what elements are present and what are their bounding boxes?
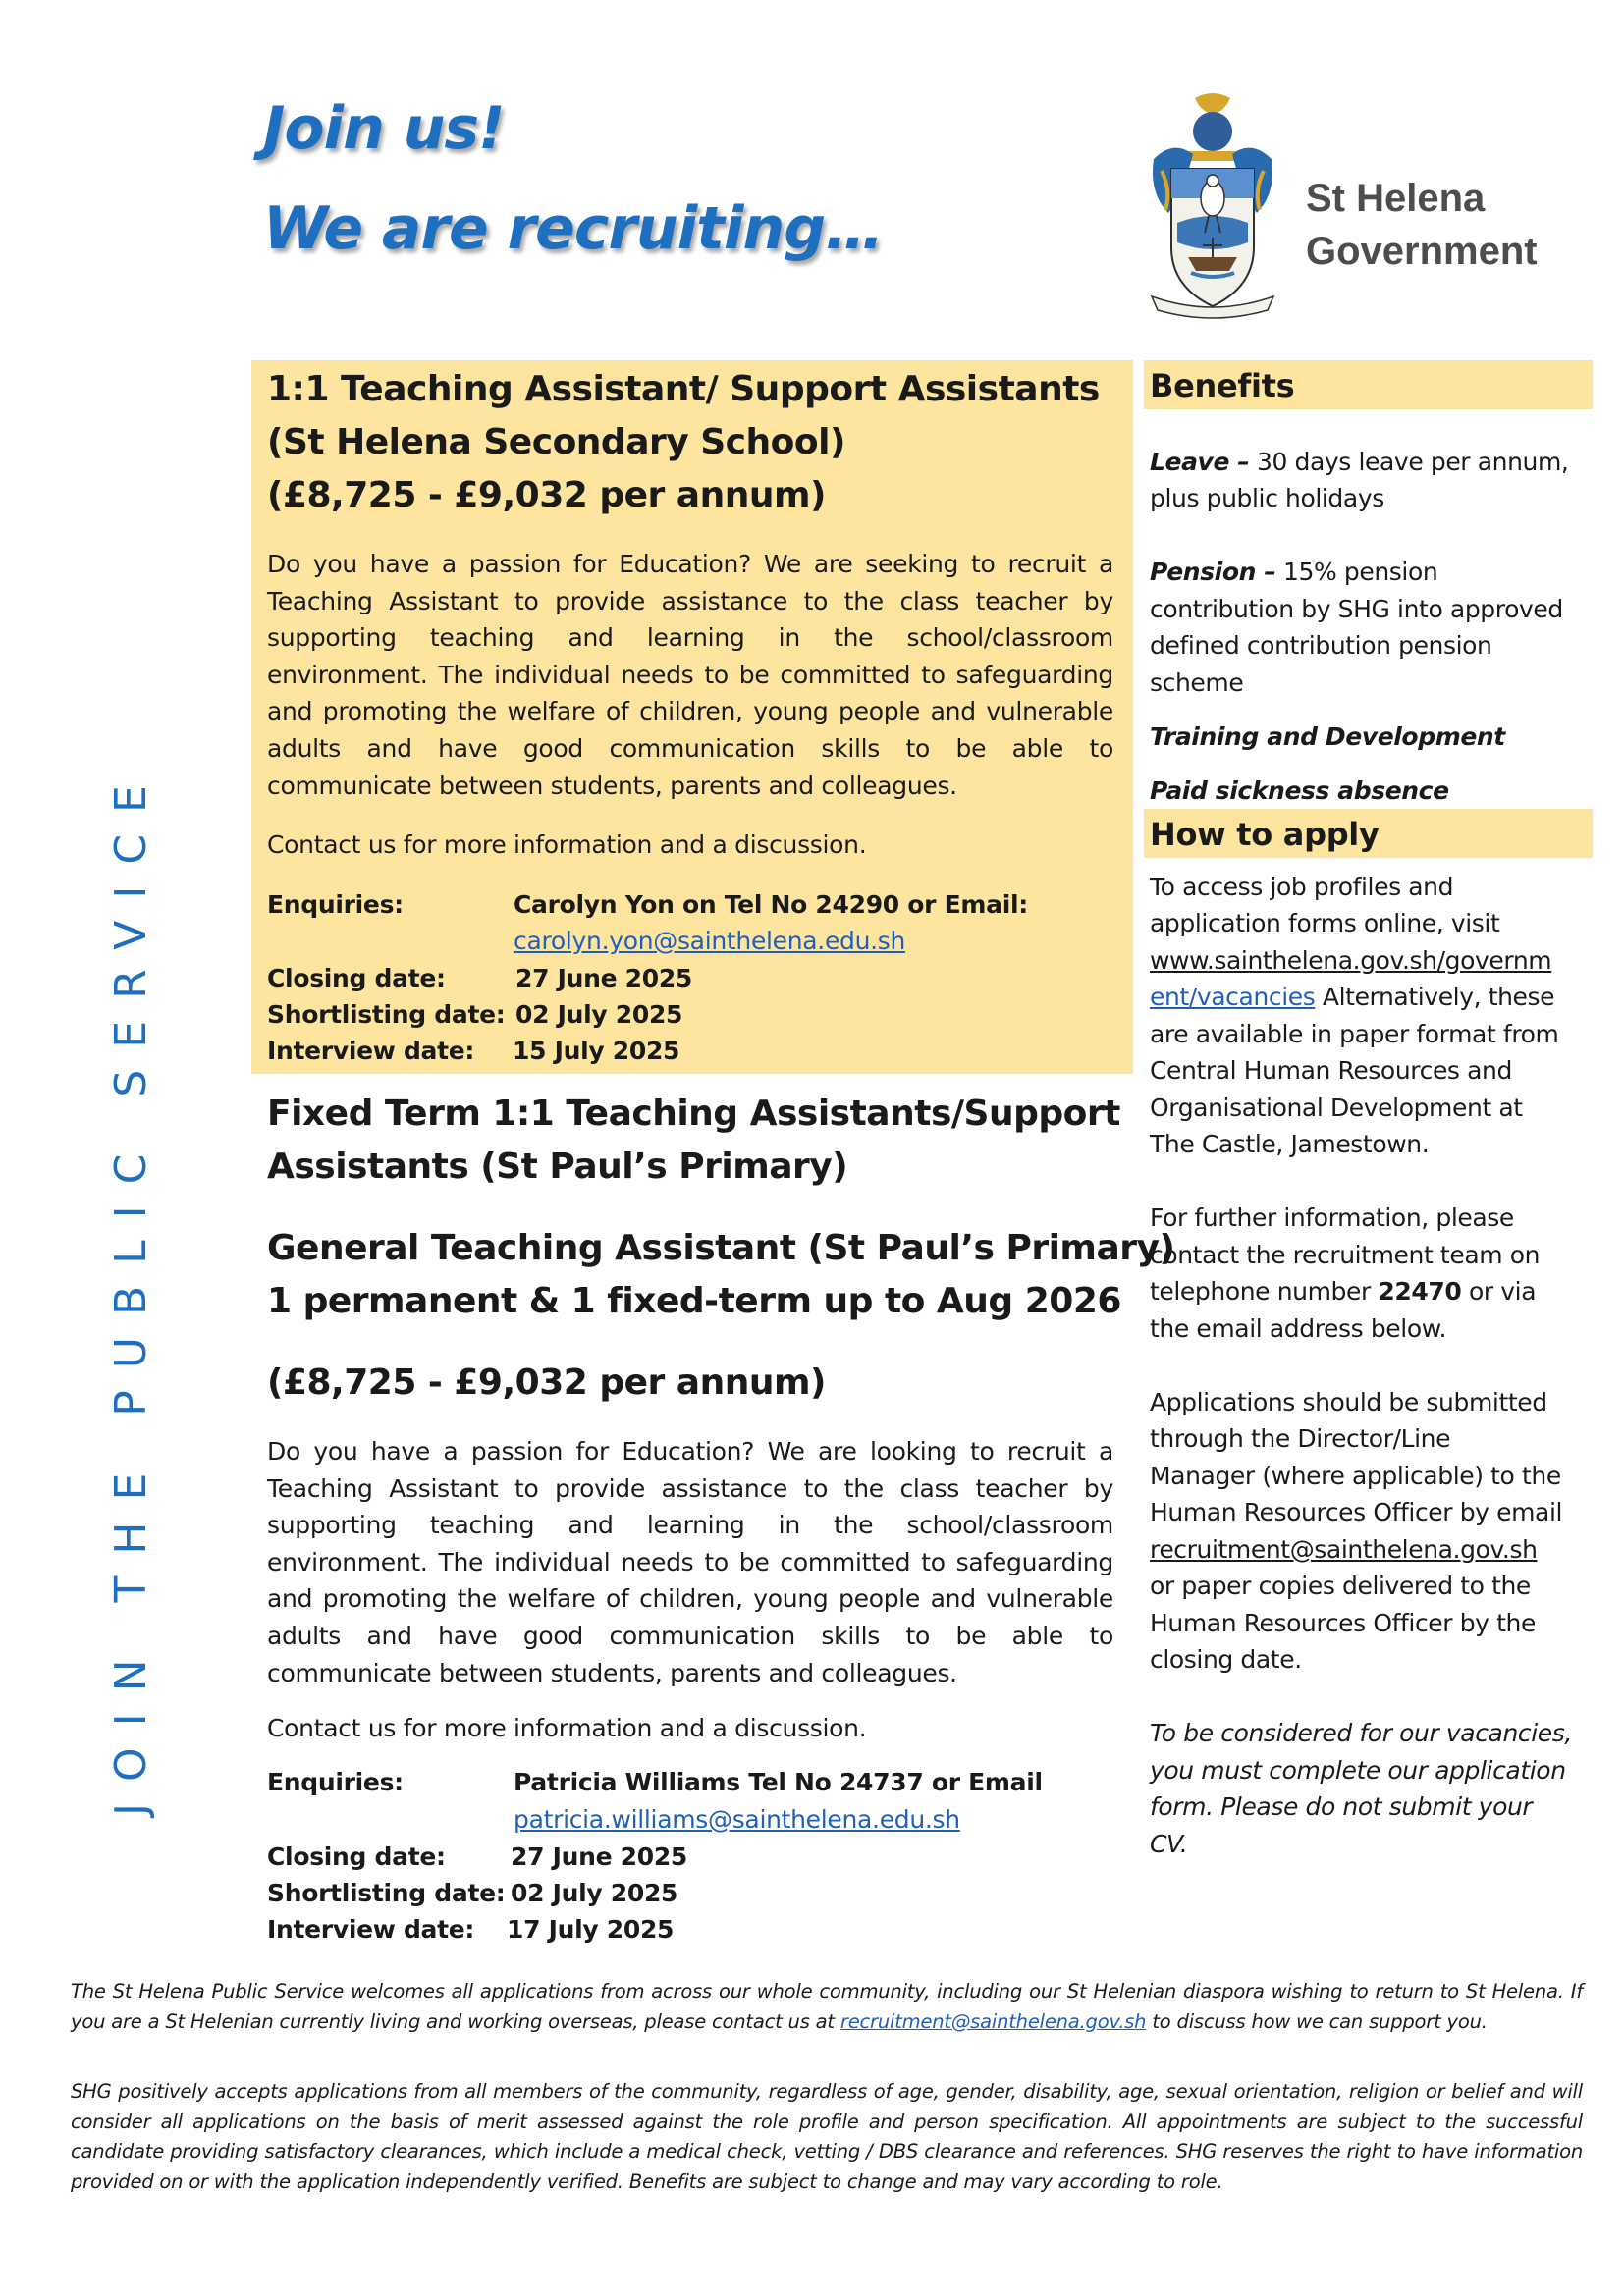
job1-closing-value: 27 June 2025 xyxy=(515,964,693,992)
apply-p1-line2: application forms online, visit xyxy=(1150,909,1500,937)
job1-description: Do you have a passion for Education? We are seeking to recruit a Teaching Assistant to provide assistance to the class teacher by supporting teaching and learning in the school/classroom environment. The individual needs to be committed to safeguarding and promoting the welfare of children, young people and vulnerable adults and have good communication skills to be able to communicate between students, parents and colleagues. xyxy=(267,550,1113,800)
job1-interview-value: 15 July 2025 xyxy=(513,1037,680,1065)
apply-p4-line1: To be considered for our vacancies, xyxy=(1150,1719,1572,1747)
apply-p1-line5: Central Human Resources and xyxy=(1150,1056,1512,1085)
job2-enquiries-value: Patricia Williams Tel No 24737 or Email xyxy=(514,1768,1043,1796)
job2-contact-line: Contact us for more information and a discussion. xyxy=(267,1714,867,1742)
job1-enquiries-value: Carolyn Yon on Tel No 24290 or Email: xyxy=(514,890,1028,919)
apply-p2-line3a: telephone number xyxy=(1150,1277,1379,1306)
benefits-pension-label: Pension – xyxy=(1150,558,1276,586)
vacancies-link-part1[interactable]: www.sainthelena.gov.sh/governm xyxy=(1150,946,1552,975)
footer-equality-paragraph: SHG positively accepts applications from all members of the community, regardless of age, gender, disability, age, sexual orientation, religion or belief and will consider all applications on the basis of merit assessed against the role profile and person specification. All appointments are subject to the successful candidate providing satisfactory clearances, which include a medical check, vetting / DBS clearance and references. SHG reserves the right to have information provided on or with the application independently verified. Benefits are subject to change and may vary according to role. xyxy=(71,2080,1583,2193)
benefits-sickness: Paid sickness absence xyxy=(1150,776,1449,805)
vertical-banner-text: JOIN THE PUBLIC SERVICE xyxy=(106,764,156,1816)
job1-enquiries-label: Enquiries: xyxy=(267,890,404,919)
apply-p1-line4: are available in paper format from xyxy=(1150,1020,1559,1048)
org-name-line1: St Helena xyxy=(1306,177,1486,220)
job2-enquiries-label: Enquiries: xyxy=(267,1768,404,1796)
vacancies-link-part2[interactable]: ent/vacancies xyxy=(1150,983,1316,1011)
footer-p1a: The St Helena Public Service welcomes all applications from across our whole community, including our St Helenian diaspora wishing to return to St Helena. If you are a St Helenian currently living and working overseas, please contact us at xyxy=(71,1980,1583,2033)
apply-p1-line3 xyxy=(1150,979,1554,1016)
benefits-training: Training and Development xyxy=(1150,722,1505,751)
apply-p2-line2: contact the recruitment team on xyxy=(1150,1241,1541,1269)
footer-recruitment-email-link[interactable]: recruitment@sainthelena.gov.sh xyxy=(839,2009,1147,2033)
benefits-leave-text2: plus public holidays xyxy=(1150,484,1384,512)
apply-p3-line1: Applications should be submitted xyxy=(1150,1388,1547,1416)
footer-p1b: to discuss how we can support you. xyxy=(1146,2009,1488,2033)
apply-p1-line6: Organisational Development at xyxy=(1150,1094,1523,1122)
job1-closing-label: Closing date: xyxy=(267,964,446,992)
apply-p3-line4: Human Resources Officer by email xyxy=(1150,1498,1563,1526)
apply-p4-line4: CV. xyxy=(1150,1830,1188,1858)
apply-p3-line7: closing date. xyxy=(1150,1645,1302,1674)
job2-description: Do you have a passion for Education? We are looking to recruit a Teaching Assistant to provide assistance to the class teacher by supporting teaching and learning in the school/classroom environment. The individual needs to be committed to safeguarding and promoting the welfare of children, young people and vulnerable adults and have good communication skills to be able to communicate between students, parents and colleagues. xyxy=(267,1437,1113,1687)
job2-shortlisting-value: 02 July 2025 xyxy=(511,1879,678,1907)
apply-p3-line3: Manager (where applicable) to the xyxy=(1150,1462,1561,1490)
job2-shortlisting-label: Shortlisting date: xyxy=(267,1879,506,1907)
coat-of-arms-icon xyxy=(1134,90,1291,326)
benefits-heading: Benefits xyxy=(1144,360,1593,409)
apply-p1-line1: To access job profiles and xyxy=(1150,873,1454,901)
how-to-apply-heading: How to apply xyxy=(1144,809,1593,858)
benefits-leave-line1 xyxy=(1150,444,1568,481)
apply-p2-line3 xyxy=(1150,1273,1536,1310)
apply-p3-line5: or paper copies delivered to the xyxy=(1150,1572,1531,1600)
apply-p3-line6: Human Resources Officer by the xyxy=(1150,1609,1536,1637)
benefits-leave-text1: 30 days leave per annum, xyxy=(1256,448,1569,476)
recruitment-phone: 22470 xyxy=(1378,1277,1462,1306)
job2-title2-line2: 1 permanent & 1 fixed-term up to Aug 2026 xyxy=(267,1281,1121,1321)
job1-title-line2: (St Helena Secondary School) xyxy=(267,422,845,462)
benefits-pension-text4: scheme xyxy=(1150,668,1244,697)
apply-p2-line3b: or via xyxy=(1461,1277,1537,1306)
job2-title-line1: Fixed Term 1:1 Teaching Assistants/Support xyxy=(267,1094,1120,1134)
job2-title-line2: Assistants (St Paul’s Primary) xyxy=(267,1147,848,1187)
apply-p1-line3b: Alternatively, these xyxy=(1315,983,1555,1011)
benefits-pension-text2: contribution by SHG into approved xyxy=(1150,595,1563,623)
job1-interview-label: Interview date: xyxy=(267,1037,475,1065)
apply-p4-line2: you must complete our application xyxy=(1150,1756,1566,1785)
recruitment-email-link[interactable]: recruitment@sainthelena.gov.sh xyxy=(1150,1535,1538,1564)
benefits-pension-text1: 15% pension xyxy=(1282,558,1438,586)
job1-enquiries-email-link[interactable]: carolyn.yon@sainthelena.edu.sh xyxy=(514,927,906,955)
benefits-pension-line1 xyxy=(1150,554,1437,591)
job1-shortlisting-value: 02 July 2025 xyxy=(515,1000,683,1029)
benefits-pension-text3: defined contribution pension xyxy=(1150,631,1492,660)
job1-shortlisting-label: Shortlisting date: xyxy=(267,1000,506,1029)
job2-interview-label: Interview date: xyxy=(267,1915,475,1944)
job2-enquiries-email-link[interactable]: patricia.williams@sainthelena.edu.sh xyxy=(514,1805,960,1834)
apply-p3-line2: through the Director/Line xyxy=(1150,1424,1451,1453)
apply-p2-line4: the email address below. xyxy=(1150,1314,1447,1343)
job2-salary: (£8,725 - £9,032 per annum) xyxy=(267,1362,826,1403)
job2-title2-line1: General Teaching Assistant (St Paul’s Primary) xyxy=(267,1228,1175,1268)
apply-p2-line1: For further information, please xyxy=(1150,1203,1514,1232)
benefits-leave-label: Leave – xyxy=(1150,448,1250,476)
org-name-line2: Government xyxy=(1306,230,1538,273)
job1-title-line1: 1:1 Teaching Assistant/ Support Assistants xyxy=(267,369,1100,409)
job2-closing-value: 27 June 2025 xyxy=(511,1842,688,1871)
apply-p1-line7: The Castle, Jamestown. xyxy=(1150,1130,1430,1158)
apply-p4-line3: form. Please do not submit your xyxy=(1150,1792,1533,1821)
headline-join-us: Join us! xyxy=(263,94,505,163)
job2-closing-label: Closing date: xyxy=(267,1842,446,1871)
job2-interview-value: 17 July 2025 xyxy=(507,1915,675,1944)
footer-diaspora-paragraph xyxy=(71,1977,1583,2037)
job1-salary: (£8,725 - £9,032 per annum) xyxy=(267,475,826,515)
headline-recruiting: We are recruiting… xyxy=(263,194,884,263)
job1-contact-line: Contact us for more information and a discussion. xyxy=(267,830,867,859)
